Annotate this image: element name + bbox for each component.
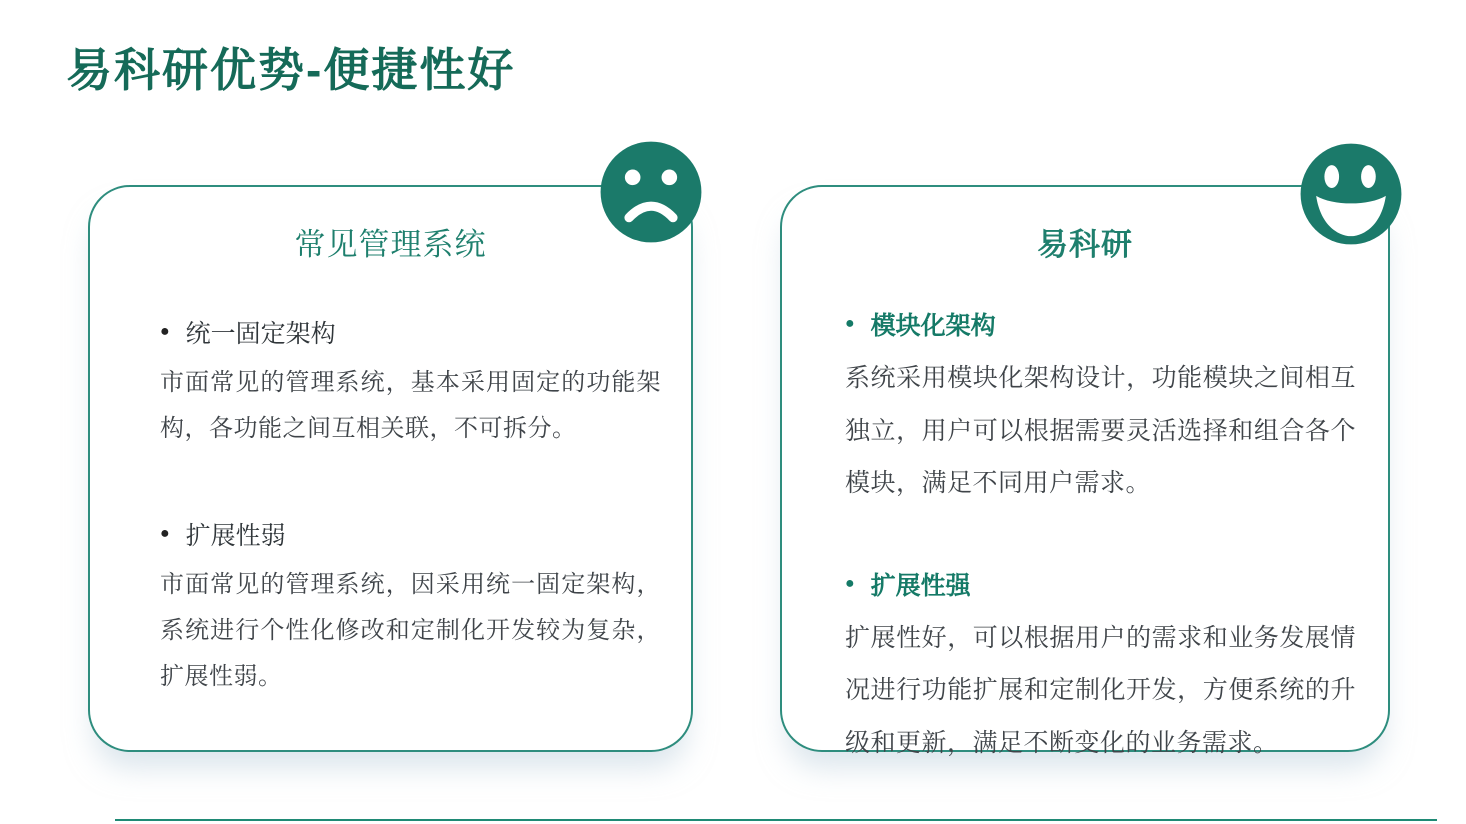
bullet-icon: ●	[160, 323, 170, 340]
bottom-accent-line	[115, 819, 1437, 821]
card-heading: 常见管理系统	[294, 227, 487, 262]
section-weak-extensibility	[160, 516, 661, 700]
section-label-row	[160, 314, 661, 350]
bullet-icon: ●	[845, 574, 855, 592]
bullet-icon: ●	[845, 315, 855, 332]
section-label-row	[845, 566, 1356, 602]
section-strong-extensibility	[845, 566, 1356, 770]
bullet-icon: ●	[160, 525, 170, 543]
happy-face-icon	[1296, 139, 1406, 249]
section-label-row	[160, 516, 661, 552]
section-fixed-architecture	[160, 314, 661, 452]
card-heading: 易科研	[1037, 227, 1133, 262]
section-body: 系统采用模块化架构设计，功能模块之间相互独立，用户可以根据需要灵活选择和组合各个模块，满足不同用户需求。	[845, 364, 1356, 497]
card-common-system	[88, 185, 693, 752]
section-label: 扩展性强	[870, 571, 971, 600]
page-title: 易科研优势-便捷性好	[66, 44, 516, 96]
card-yikeyan	[780, 185, 1390, 757]
section-body: 市面常见的管理系统，因采用统一固定架构，系统进行个性化修改和定制化开发较为复杂，扩展性弱。	[160, 571, 661, 691]
section-label: 模块化架构	[870, 312, 996, 340]
card-body	[90, 314, 691, 700]
sad-face-icon	[596, 137, 706, 247]
section-modular-architecture	[845, 306, 1356, 510]
section-label-row	[845, 306, 1356, 342]
section-label: 统一固定架构	[185, 320, 336, 348]
section-label: 扩展性弱	[185, 522, 286, 551]
card-body	[782, 306, 1388, 769]
section-body: 市面常见的管理系统，基本采用固定的功能架构，各功能之间互相关联，不可拆分。	[160, 369, 661, 443]
section-body: 扩展性好，可以根据用户的需求和业务发展情况进行功能扩展和定制化开发，方便系统的升级和更新，满足不断变化的业务需求。	[845, 623, 1356, 757]
